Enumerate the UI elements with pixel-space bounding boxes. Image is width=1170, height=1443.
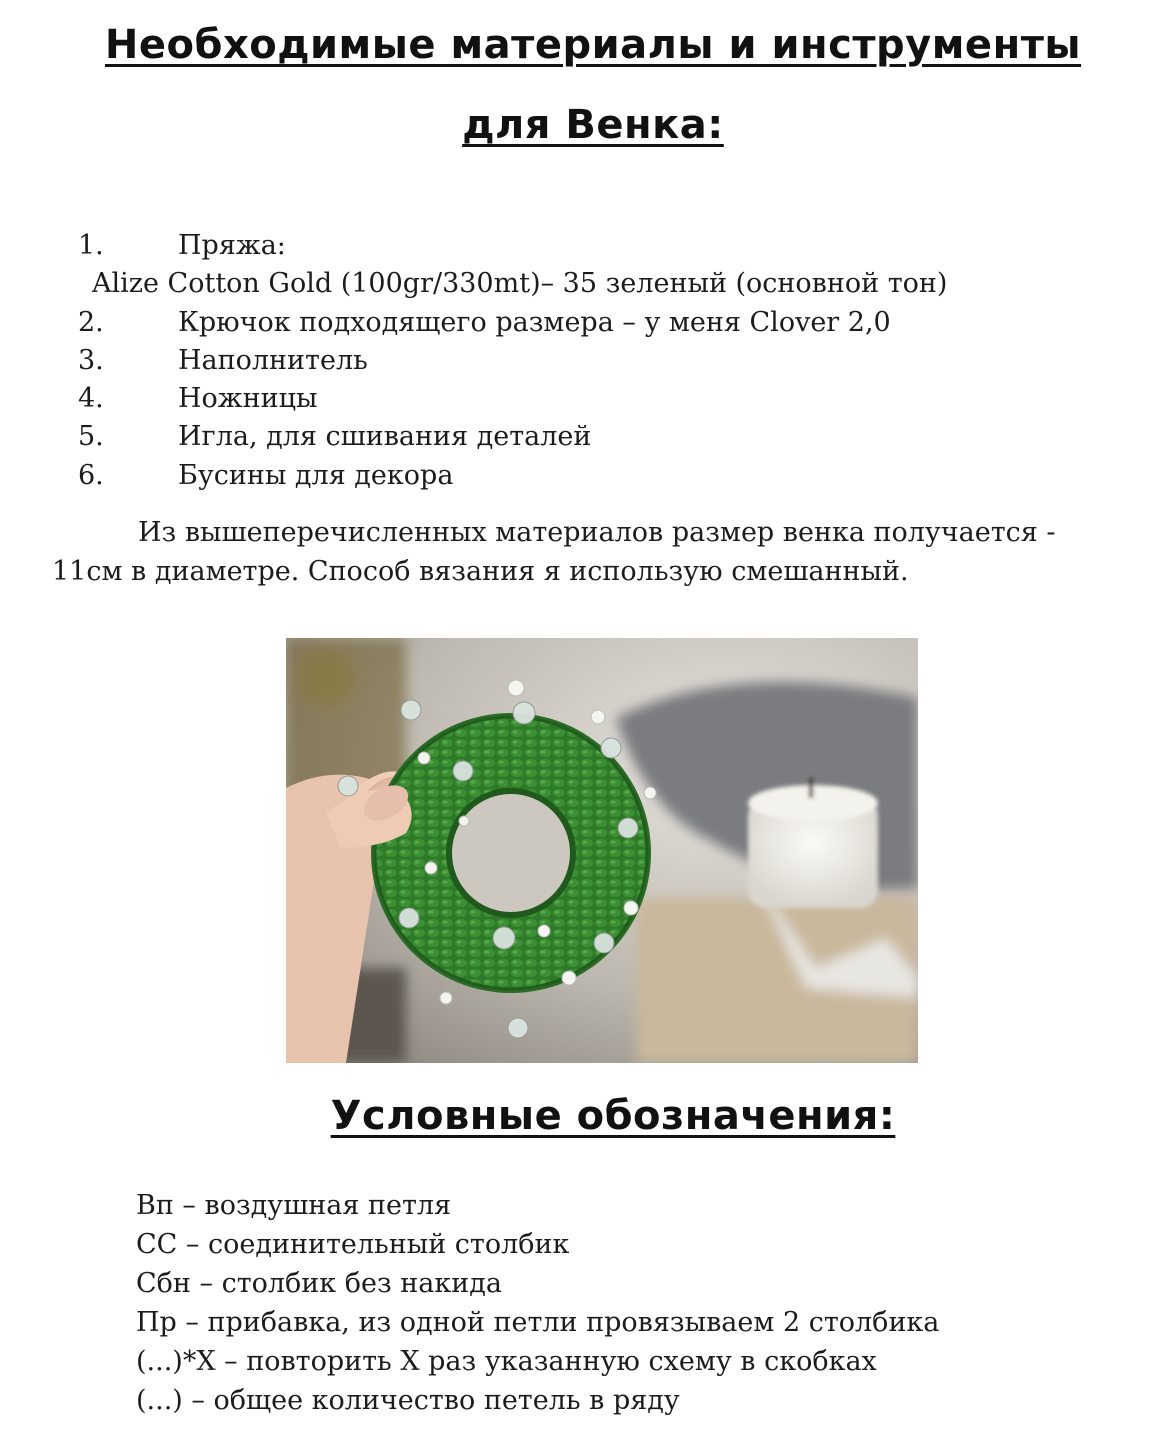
list-item-yarn: Пряжа: bbox=[178, 230, 286, 261]
list-item-filler: Наполнитель bbox=[178, 345, 368, 376]
list-item-needle: Игла, для сшивания деталей bbox=[178, 421, 592, 452]
legend-item: Пр – прибавка, из одной петли провязываем 2 столбика bbox=[136, 1307, 940, 1338]
legend-title: Условные обозначения: bbox=[330, 1093, 896, 1139]
list-item-beads: Бусины для декора bbox=[178, 460, 454, 491]
legend-item: (...)*X – повторить X раз указанную схему в скобках bbox=[136, 1346, 877, 1377]
list-number: 6. bbox=[78, 460, 104, 491]
list-number: 2. bbox=[78, 307, 104, 338]
list-number: 4. bbox=[78, 383, 104, 414]
list-item-scissors: Ножницы bbox=[178, 383, 318, 414]
crochet-wreath-photo bbox=[286, 638, 918, 1063]
legend-item: Вп – воздушная петля bbox=[136, 1190, 452, 1221]
legend-item: СС – соединительный столбик bbox=[136, 1229, 570, 1260]
page-title-line-2: для Венка: bbox=[462, 102, 724, 148]
description-line-1: Из вышеперечисленных материалов размер венка получается - bbox=[138, 517, 1056, 548]
list-item-hook: Крючок подходящего размера – у меня Clover 2,0 bbox=[178, 307, 891, 338]
legend-item: (...) – общее количество петель в ряду bbox=[136, 1385, 680, 1416]
list-number: 3. bbox=[78, 345, 104, 376]
list-item-yarn-detail: Alize Cotton Gold (100gr/330mt)– 35 зеленый (основной тон) bbox=[92, 268, 948, 299]
description-line-2: 11см в диаметре. Способ вязания я использую смешанный. bbox=[52, 556, 909, 587]
list-number: 1. bbox=[78, 230, 104, 261]
legend-item: Сбн – столбик без накида bbox=[136, 1268, 502, 1299]
list-number: 5. bbox=[78, 421, 104, 452]
page-title-line-1: Необходимые материалы и инструменты bbox=[104, 22, 1082, 68]
